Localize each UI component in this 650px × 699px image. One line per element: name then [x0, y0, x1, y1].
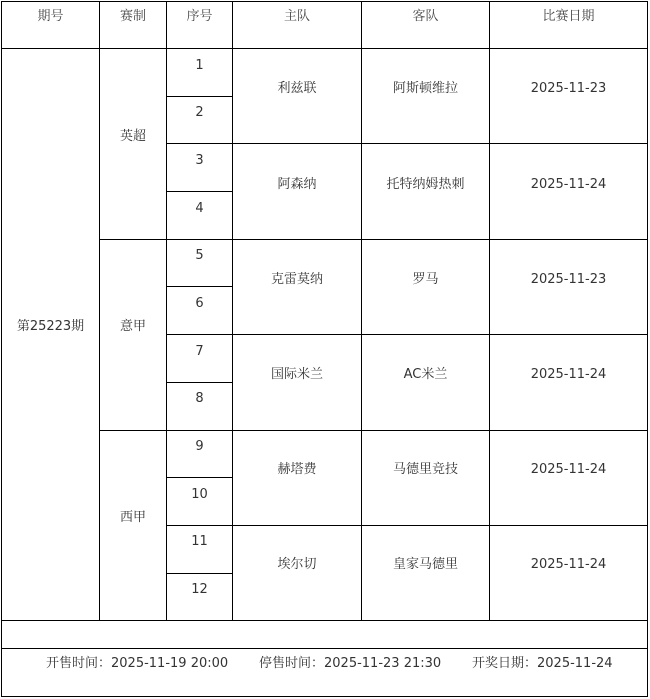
- sequence-cell: 8: [195, 391, 204, 406]
- match-date-cell: 2025-11-23: [530, 81, 607, 96]
- sequence-cell: 6: [195, 296, 204, 311]
- column-divider: [99, 1, 100, 621]
- header-home-team: 主队: [283, 9, 310, 24]
- sequence-cell: 2: [195, 105, 204, 120]
- match-date-cell: 2025-11-24: [530, 177, 607, 192]
- sequence-cell: 11: [191, 534, 208, 549]
- draw-date-label: 开奖日期：: [472, 656, 538, 671]
- header-league: 赛制: [119, 9, 146, 24]
- sequence-cell: 1: [195, 58, 204, 73]
- match-date-cell: 2025-11-24: [530, 462, 607, 477]
- away-team-cell: 马德里竞技: [392, 462, 458, 477]
- league-divider: [99, 239, 648, 240]
- sale-start-value: 2025-11-19 20:00: [111, 656, 229, 671]
- seq-divider: [166, 477, 233, 478]
- table-border-bottom: [1, 696, 648, 697]
- seq-divider: [166, 573, 233, 574]
- league-divider: [99, 430, 648, 431]
- away-team-cell: 托特纳姆热刺: [386, 177, 465, 192]
- seq-divider: [166, 191, 233, 192]
- away-team-cell: 罗马: [412, 272, 439, 287]
- sequence-cell: 7: [195, 344, 204, 359]
- home-team-cell: 利兹联: [277, 81, 317, 96]
- match-divider: [166, 143, 648, 144]
- match-date-cell: 2025-11-24: [530, 557, 607, 572]
- match-date-cell: 2025-11-24: [530, 367, 607, 382]
- sale-start-label: 开售时间：: [46, 656, 112, 671]
- match-date-cell: 2025-11-23: [530, 272, 607, 287]
- header-match-date: 比赛日期: [542, 9, 595, 24]
- table-border-left: [1, 1, 2, 697]
- seq-divider: [166, 382, 233, 383]
- sequence-cell: 9: [195, 439, 204, 454]
- home-team-cell: 赫塔费: [277, 462, 317, 477]
- draw-date-info: [472, 656, 613, 672]
- header-period: 期号: [37, 9, 64, 24]
- home-team-cell: 阿森纳: [277, 177, 317, 192]
- period-cell: 第25223期: [16, 319, 85, 334]
- league-cell: 西甲: [119, 510, 146, 525]
- sale-stop-value: 2025-11-23 21:30: [324, 656, 442, 671]
- seq-divider: [166, 96, 233, 97]
- sale-stop-label: 停售时间：: [259, 656, 325, 671]
- table-border-right: [647, 1, 648, 697]
- sequence-cell: 10: [191, 487, 208, 502]
- home-team-cell: 国际米兰: [270, 367, 323, 382]
- sequence-cell: 5: [195, 248, 204, 263]
- away-team-cell: 皇家马德里: [392, 557, 458, 572]
- sale-stop-info: [259, 656, 441, 672]
- match-divider: [166, 334, 648, 335]
- sequence-cell: 3: [195, 153, 204, 168]
- header-sequence: 序号: [186, 9, 213, 24]
- header-away-team: 客队: [412, 9, 439, 24]
- sequence-cell: 12: [191, 582, 208, 597]
- league-cell: 意甲: [119, 319, 146, 334]
- away-team-cell: 阿斯顿维拉: [392, 81, 458, 96]
- away-team-cell: AC米兰: [403, 367, 448, 382]
- draw-date-value: 2025-11-24: [537, 656, 613, 671]
- seq-divider: [166, 286, 233, 287]
- league-cell: 英超: [119, 129, 146, 144]
- home-team-cell: 克雷莫纳: [270, 272, 323, 287]
- sequence-cell: 4: [195, 201, 204, 216]
- empty-row-bottom: [1, 648, 648, 649]
- home-team-cell: 埃尔切: [277, 557, 317, 572]
- match-divider: [166, 525, 648, 526]
- sale-start-info: [46, 656, 228, 672]
